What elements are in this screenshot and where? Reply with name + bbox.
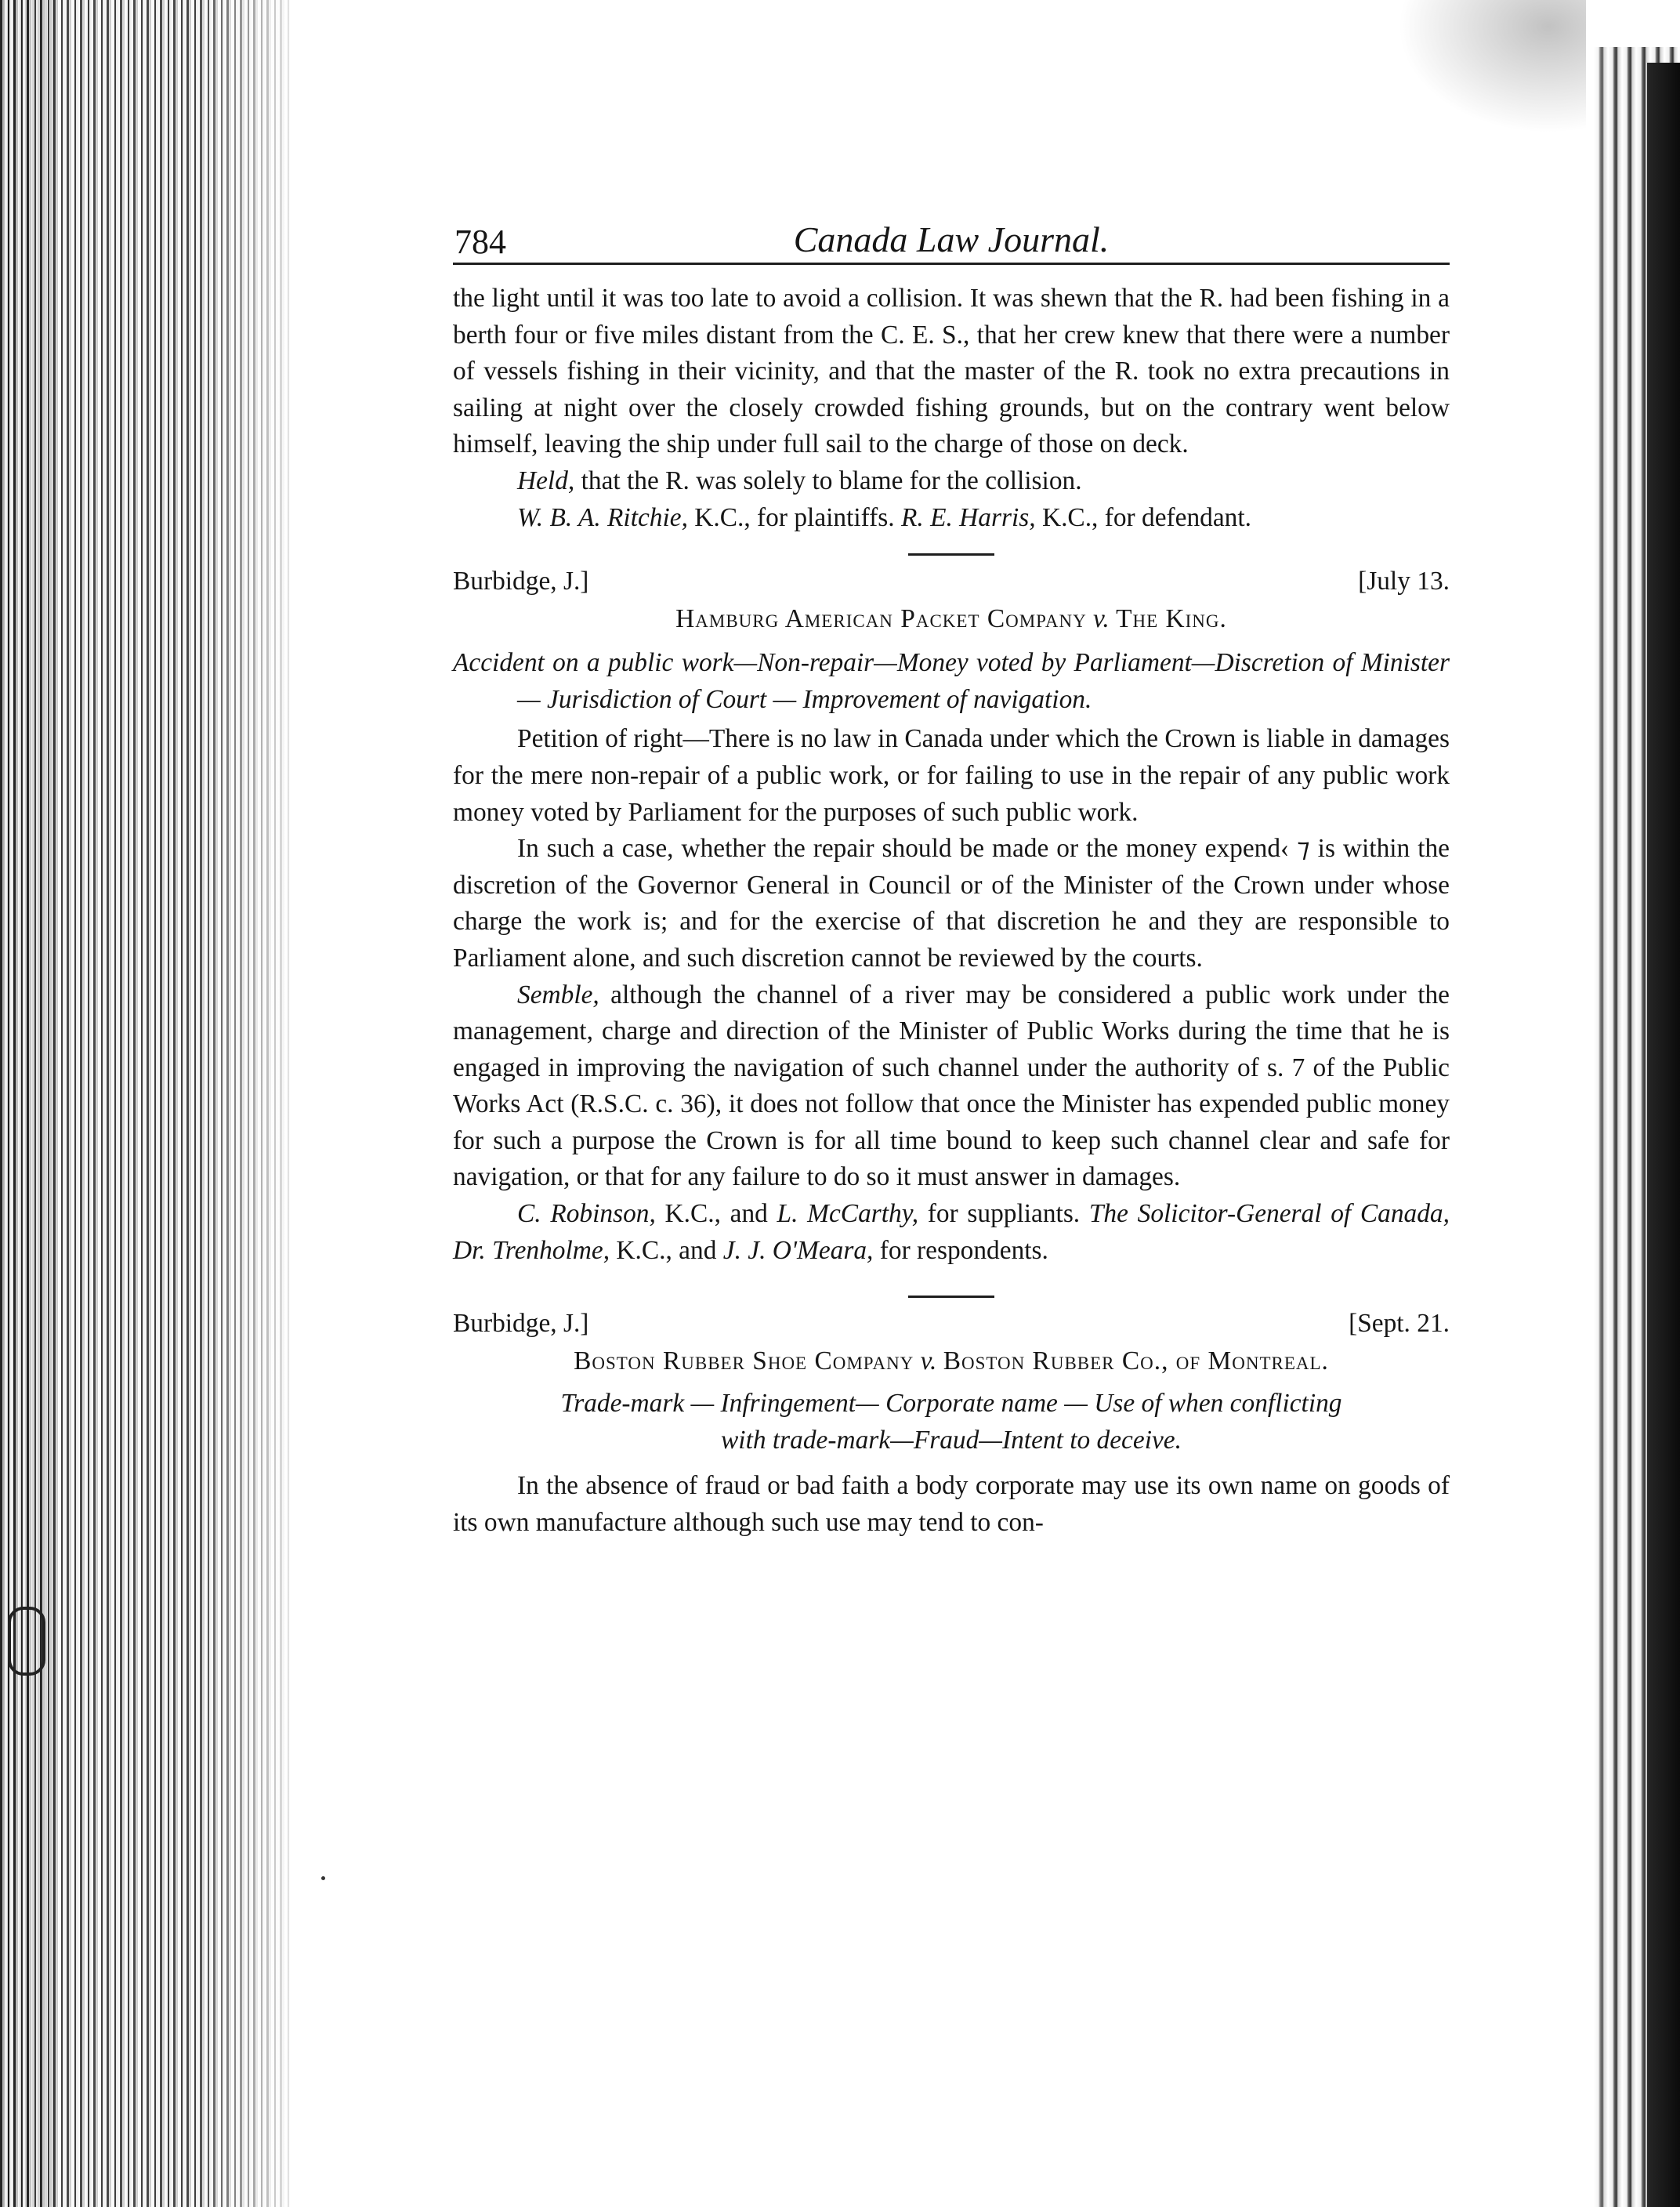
running-head bbox=[453, 200, 1450, 265]
party-b: Boston Rubber Co., of Montreal. bbox=[943, 1346, 1329, 1376]
case2-counsel bbox=[453, 1196, 1450, 1269]
counsel-name: R. E. Harris, bbox=[901, 502, 1036, 532]
versus: v. bbox=[914, 1346, 943, 1376]
case1-counsel bbox=[453, 500, 1450, 537]
counsel-text: K.C., and bbox=[610, 1235, 723, 1265]
scan-left-fade bbox=[196, 0, 306, 2207]
counsel-text: for suppliants. bbox=[918, 1199, 1089, 1229]
counsel-text: for respondents. bbox=[873, 1235, 1048, 1265]
case1-held bbox=[453, 463, 1450, 500]
case1-paragraph: the light until it was too late to avoid a collision. It was shewn that the R. had been fishing in a berth four or five miles distant from the C. E. S., that her crew knew that there were a number of vessels fishing in their vicinity, and that the master of the R. took no extra precautions in sailing at night over the closely crowded fishing grounds, but on the contrary went below himself, leaving the ship under full sail to the charge of those on deck. bbox=[453, 284, 1450, 459]
counsel-name: J. J. O'Meara, bbox=[722, 1235, 874, 1265]
counsel-text: K.C., for plaintiffs. bbox=[687, 502, 901, 532]
case2-judge-line bbox=[453, 567, 1450, 596]
case3-headnote bbox=[453, 1386, 1450, 1459]
held-label: Held, bbox=[517, 466, 575, 495]
case1-tail bbox=[453, 281, 1450, 536]
case3-body bbox=[453, 1468, 1450, 1541]
page-content bbox=[453, 200, 1450, 1542]
case2-paragraph: In such a case, whether the repair should be made or the money expend‹ ⁊ is within the discretion of the Governor General in Council or of the Minister of the Crown under whose charge the work is; and for the exercise of that discretion he and they are responsible to Parliament alone, and such discretion cannot be reviewed by the courts. bbox=[453, 834, 1450, 973]
semble-label: Semble, bbox=[517, 980, 599, 1009]
party-a: Hamburg American Packet Company bbox=[675, 604, 1087, 634]
case2-paragraph: Petition of right—There is no law in Canada under which the Crown is liable in damages for the mere non-repair of a public work, or for failing to use in the repair of any public work money voted by Parliament for the purposes of such public work. bbox=[453, 724, 1450, 827]
counsel-name: L. McCarthy, bbox=[777, 1199, 919, 1229]
scan-right-dark-border bbox=[1647, 63, 1680, 2207]
scan-speckle bbox=[1398, 0, 1586, 133]
versus: v. bbox=[1086, 604, 1117, 634]
journal-title: Canada Law Journal. bbox=[793, 219, 1110, 259]
judge-name: Burbidge, J.] bbox=[453, 1309, 589, 1339]
semble-text: although the channel of a river may be considered a public work under the management, charge and direction of the Minister of Public Works during the time that he is engaged in improving the navigation of such channel under the authority of s. 7 of the Public Works Act (R.S.C. c. 36), it does not follow that once the Minister has expended public money for such a purpose the Crown is for all time bound to keep such channel clear and safe for navigation, or that for any failure to do so it must answer in damages. bbox=[453, 980, 1450, 1192]
case2-headnote: Accident on a public work—Non-repair—Money voted by Parliament—Discretion of Minister — Jurisdiction of Court — Improvement of navigation. bbox=[453, 648, 1450, 714]
section-divider bbox=[908, 553, 994, 556]
party-b: The King. bbox=[1116, 604, 1227, 634]
page-number: 784 bbox=[454, 223, 506, 261]
scan-right-fade bbox=[1562, 31, 1609, 2207]
counsel-text: K.C., for defendant. bbox=[1035, 502, 1252, 532]
party-a: Boston Rubber Shoe Company bbox=[574, 1346, 914, 1376]
held-text: that the R. was solely to blame for the collision. bbox=[574, 466, 1082, 495]
case2-title bbox=[453, 604, 1450, 634]
case3-judge-line bbox=[453, 1309, 1450, 1339]
case2-semble bbox=[453, 977, 1450, 1197]
case3-paragraph: In the absence of fraud or bad faith a body corporate may use its own name on goods of its own manufacture although such use may tend to con- bbox=[453, 1471, 1450, 1538]
case2-body bbox=[453, 645, 1450, 1269]
judge-name: Burbidge, J.] bbox=[453, 567, 589, 596]
decision-date: [July 13. bbox=[1358, 567, 1450, 596]
headnote-line: Trade-mark — Infringement— Corporate name — Use of when conflicting bbox=[560, 1389, 1342, 1419]
counsel-name: The Solicitor-General of Canada, Dr. Trenholme, bbox=[453, 1199, 1450, 1265]
stray-mark bbox=[321, 1876, 325, 1880]
headnote-line: with trade-mark—Fraud—Intent to deceive. bbox=[721, 1425, 1182, 1455]
case3-title bbox=[453, 1346, 1450, 1376]
counsel-text: K.C., and bbox=[655, 1199, 777, 1229]
decision-date: [Sept. 21. bbox=[1349, 1309, 1450, 1339]
counsel-name: C. Robinson, bbox=[517, 1199, 656, 1229]
clip-icon bbox=[8, 1607, 45, 1676]
counsel-name: W. B. A. Ritchie, bbox=[517, 502, 688, 532]
section-divider bbox=[908, 1296, 994, 1298]
